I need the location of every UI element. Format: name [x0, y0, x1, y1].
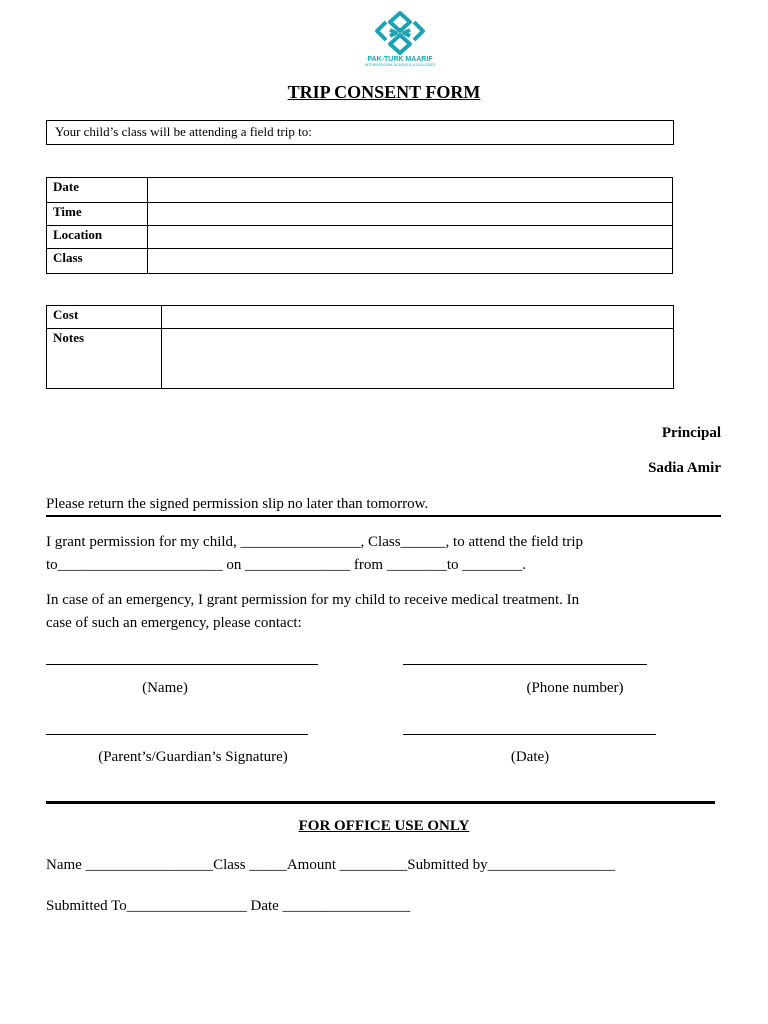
class-field[interactable] — [148, 249, 673, 274]
table-row — [47, 203, 673, 226]
notes-field[interactable] — [162, 329, 674, 389]
class-label: Class — [47, 249, 148, 274]
office-line-1: Name _________________Class _____Amount _________Submitted by_________________ — [46, 857, 616, 873]
emergency-line-2: case of such an emergency, please contact: — [46, 615, 302, 631]
table-row — [47, 306, 674, 329]
table-row — [47, 226, 673, 249]
table-row — [47, 329, 674, 389]
table-row — [47, 178, 673, 203]
contact-phone-line[interactable] — [403, 664, 647, 665]
cost-field[interactable] — [162, 306, 674, 329]
logo-subtitle: INTERNATIONAL SCHOOLS & COLLEGES — [364, 63, 436, 67]
contact-phone-label: (Phone number) — [526, 680, 624, 696]
office-divider — [46, 801, 715, 804]
time-field[interactable] — [148, 203, 673, 226]
signature-line[interactable] — [46, 734, 308, 735]
logo-name: PAK-TURK MAARIF — [367, 56, 433, 63]
maarif-emblem-icon — [372, 10, 428, 56]
form-title: TRIP CONSENT FORM — [287, 82, 481, 102]
trip-intro-box — [46, 120, 674, 145]
permission-line-2: to______________________ on ______________ from ________to ________. — [46, 557, 526, 573]
signature-date-line[interactable] — [403, 734, 656, 735]
signoff-role: Principal — [661, 425, 721, 441]
divider — [46, 515, 721, 517]
permission-line-1: I grant permission for my child, ________________, Class______, to attend the field trip — [46, 534, 584, 550]
time-label: Time — [47, 203, 148, 226]
location-label: Location — [47, 226, 148, 249]
date-label: Date — [47, 178, 148, 203]
trip-details-table — [46, 177, 673, 274]
contact-name-label: (Name) — [142, 680, 188, 696]
signature-label: (Parent’s/Guardian’s Signature) — [98, 749, 288, 765]
emergency-line-1: In case of an emergency, I grant permission for my child to receive medical treatment. In — [46, 592, 580, 608]
signoff-name: Sadia Amir — [648, 460, 721, 476]
return-note: Please return the signed permission slip no later than tomorrow. — [46, 496, 429, 512]
office-line-2: Submitted To________________ Date _________________ — [46, 898, 411, 914]
date-field[interactable] — [148, 178, 673, 203]
office-use-title: FOR OFFICE USE ONLY — [298, 818, 470, 834]
location-field[interactable] — [148, 226, 673, 249]
notes-label: Notes — [47, 329, 162, 389]
cost-label: Cost — [47, 306, 162, 329]
table-row — [47, 249, 673, 274]
school-logo — [360, 10, 440, 80]
trip-intro-text: Your child’s class will be attending a field trip to: — [55, 124, 312, 139]
date-label-sig: (Date) — [510, 749, 550, 765]
cost-notes-table — [46, 305, 674, 389]
contact-name-line[interactable] — [46, 664, 318, 665]
